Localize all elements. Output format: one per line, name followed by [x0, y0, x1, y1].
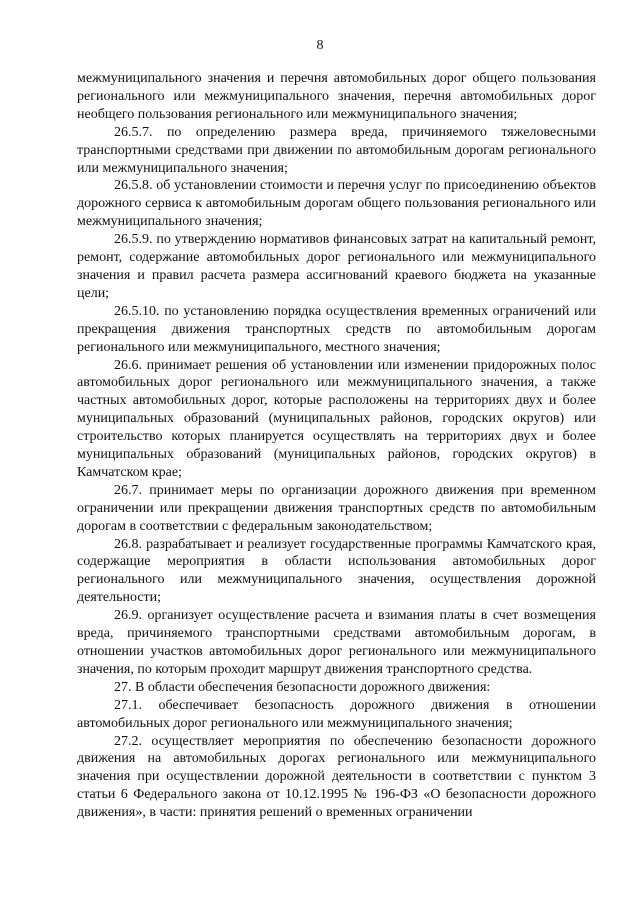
paragraph-27-1: 27.1. обеспечивает безопасность дорожного движения в отношении автомобильных дорог регионального или межмуниципального значения;	[77, 697, 596, 731]
paragraph-26-8: 26.8. разрабатывает и реализует государственные программы Камчатского края, содержащие мероприятия в области использования автомобильных дорог регионального или межмуниципального значения, осуществления дорожной деятельности;	[77, 536, 596, 606]
document-body	[77, 70, 596, 822]
paragraph-26-5-7: 26.5.7. по определению размера вреда, причиняемого тяжеловесными транспортными средствами при движении по автомобильным дорогам регионального или межмуниципального значения;	[77, 124, 596, 176]
paragraph-26-5-10: 26.5.10. по установлению порядка осуществления временных ограничений или прекращения движения транспортных средств по автомобильным дорогам регионального или межмуниципального, местного значения;	[77, 303, 596, 355]
page-number: 8	[316, 38, 324, 53]
paragraph-26-9: 26.9. организует осуществление расчета и взимания платы в счет возмещения вреда, причиняемого транспортными средствами автомобильным дорогам, в отношении участков автомобильных дорог регионального или межмуниципального значения, по которым проходит маршрут движения транспортного средства.	[77, 608, 596, 677]
paragraph-27-2: 27.2. осуществляет мероприятия по обеспечению безопасности дорожного движения на автомобильных дорогах регионального или межмуниципального значения при осуществлении дорожной деятельности в соответствии с пунктом 3 статьи 6 Федерального закона от 10.12.1995 № 196-ФЗ «О безопасности дорожного движения», в части: принятия решений о временных ограничении	[77, 733, 596, 821]
paragraph-27: 27. В области обеспечения безопасности дорожного движения:	[114, 679, 491, 695]
paragraph-continuation: межмуниципального значения и перечня автомобильных дорог общего пользования регионального или межмуниципального значения, перечня автомобильных дорог необщего пользования регионального или межмуниципального значения;	[77, 71, 596, 122]
paragraph-26-5-9: 26.5.9. по утверждению нормативов финансовых затрат на капитальный ремонт, ремонт, содержание автомобильных дорог регионального или межмуниципального значения и правил расчета размера ассигнований краевого бюджета на указанные цели;	[77, 232, 596, 301]
paragraph-26-7: 26.7. принимает меры по организации дорожного движения при временном ограничении или прекращении движения транспортных средств по автомобильным дорогам в соответствии с федеральным законодательством;	[77, 482, 596, 534]
paragraph-26-5-8: 26.5.8. об установлении стоимости и перечня услуг по присоединению объектов дорожного сервиса к автомобильным дорогам общего пользования регионального или межмуниципального значения;	[77, 178, 596, 230]
paragraph-26-6: 26.6. принимает решения об установлении или изменении придорожных полос автомобильных дорог регионального или межмуниципального значения, а также частных автомобильных дорог, которые расположены на территориях двух и более муниципальных образований (муниципальных районов, городских округов) или строительство которых планируется осуществлять на территориях двух и более муниципальных образований (муниципальных районов, городских округов) в Камчатском крае;	[77, 357, 596, 480]
